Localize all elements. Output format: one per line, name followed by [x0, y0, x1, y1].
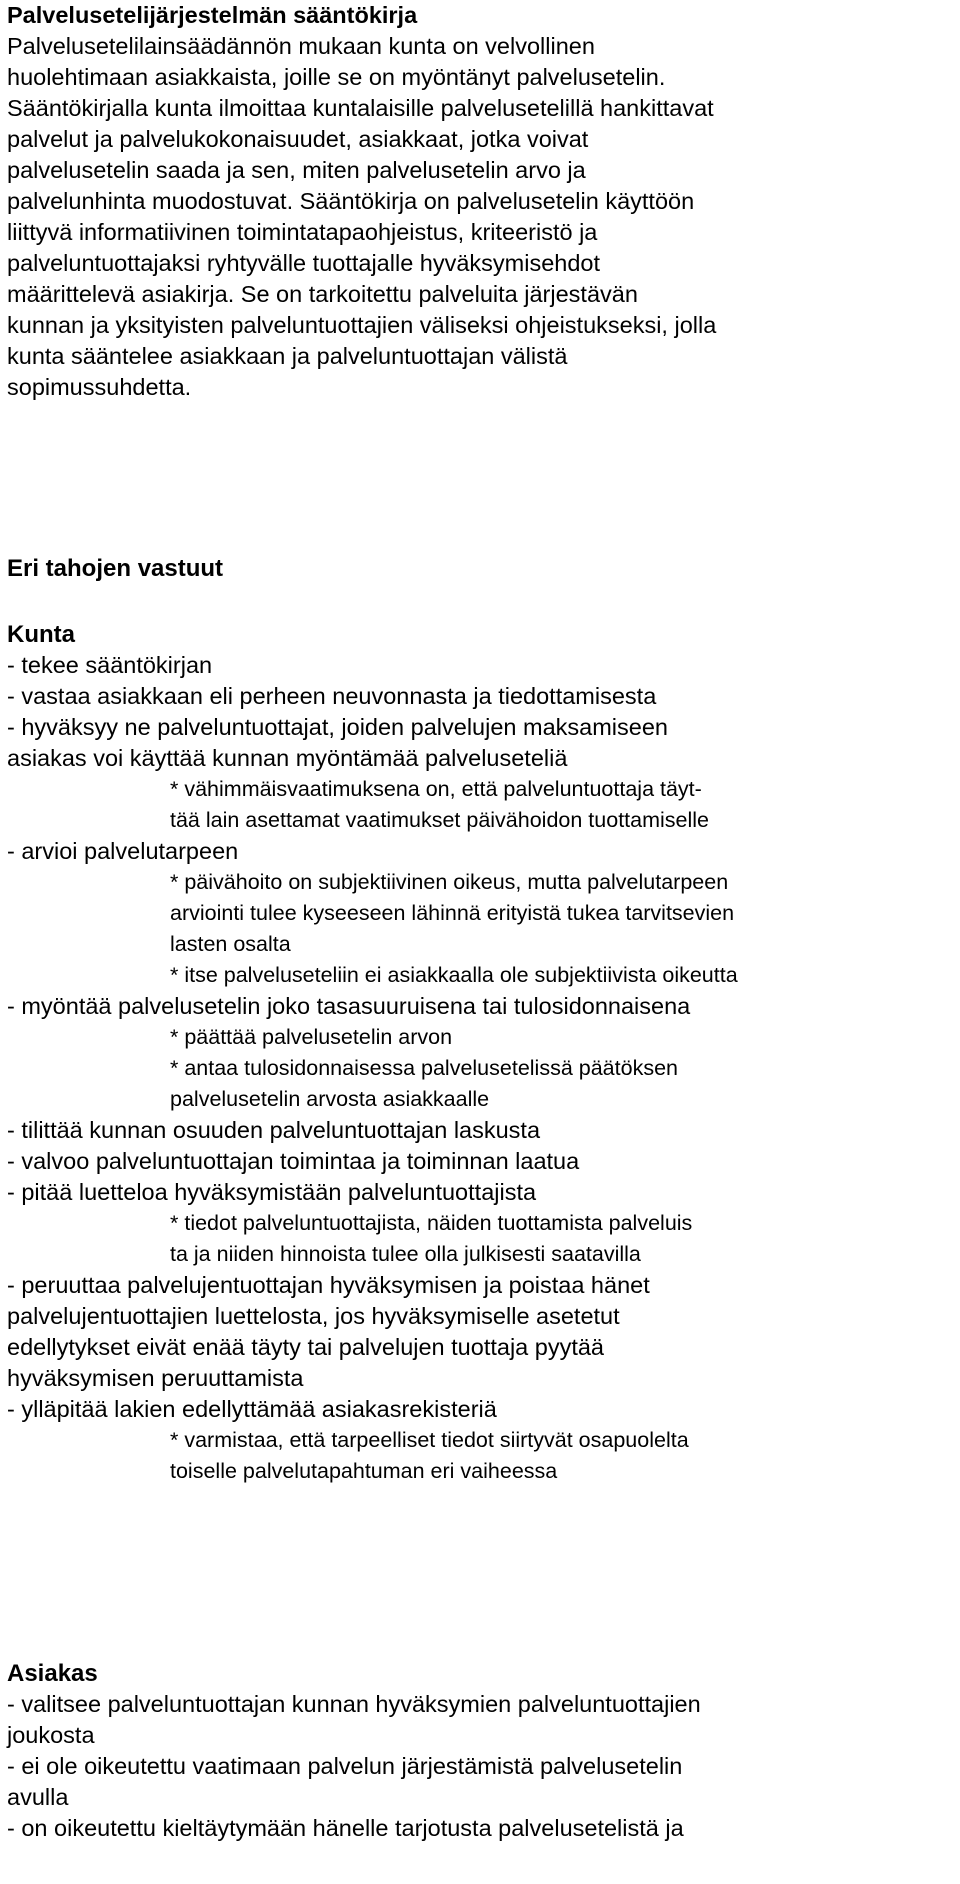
sub-item-line: * itse palveluseteliin ei asiakkaalla ole subjektiivista oikeutta: [170, 963, 738, 987]
list-item-line: - valvoo palveluntuottajan toimintaa ja toiminnan laatua: [7, 1148, 580, 1174]
asiakas-heading: Asiakas: [7, 1660, 98, 1687]
intro-line: sopimussuhdetta.: [7, 374, 192, 400]
kunta-section: [0, 619, 738, 1487]
intro-line: määrittelevä asiakirja. Se on tarkoitettu palveluita järjestävän: [7, 281, 638, 307]
intro-line: palvelut ja palvelukokonaisuudet, asiakkaat, jotka voivat: [7, 126, 589, 152]
list-item-line: - valitsee palveluntuottajan kunnan hyväksymien palveluntuottajien: [7, 1691, 701, 1717]
list-item-line: palvelujentuottajien luettelosta, jos hyväksymiselle asetetut: [7, 1303, 620, 1329]
sub-item-line: ta ja niiden hinnoista tulee olla julkisesti saatavilla: [170, 1242, 641, 1266]
intro-line: Sääntökirjalla kunta ilmoittaa kuntalaisille palvelusetelillä hankittavat: [7, 95, 714, 121]
sub-item-line: toiselle palvelutapahtuman eri vaiheessa: [170, 1459, 558, 1483]
title-block: [0, 0, 417, 31]
sub-item-line: * tiedot palveluntuottajista, näiden tuottamista palveluis: [170, 1211, 693, 1235]
list-item-line: - ylläpitää lakien edellyttämää asiakasrekisteriä: [7, 1396, 497, 1422]
sub-item-line: tää lain asettamat vaatimukset päivähoidon tuottamiselle: [170, 808, 710, 832]
list-item-line: avulla: [7, 1784, 69, 1810]
list-item-line: - hyväksyy ne palveluntuottajat, joiden palvelujen maksamiseen: [7, 714, 668, 740]
list-item-line: - tekee sääntökirjan: [7, 652, 213, 678]
section-heading: Eri tahojen vastuut: [7, 555, 224, 582]
asiakas-section: [0, 1658, 701, 1844]
sub-item-line: arviointi tulee kyseeseen lähinnä erityistä tukea tarvitsevien: [170, 901, 735, 925]
intro-paragraph: [0, 31, 716, 403]
sub-item-line: * päivähoito on subjektiivinen oikeus, mutta palvelutarpeen: [170, 870, 729, 894]
sub-item-line: palvelusetelin arvosta asiakkaalle: [170, 1087, 490, 1111]
kunta-heading: Kunta: [7, 621, 75, 648]
section-heading-block: [0, 553, 223, 584]
intro-line: palveluntuottajaksi ryhtyvälle tuottajalle hyväksymisehdot: [7, 250, 601, 276]
page-title: Palvelusetelijärjestelmän sääntökirja: [7, 2, 418, 28]
intro-line: liittyvä informatiivinen toimintatapaohjeistus, kriteeristö ja: [7, 219, 598, 245]
list-item-line: - ei ole oikeutettu vaatimaan palvelun järjestämistä palvelusetelin: [7, 1753, 683, 1779]
list-item-line: - myöntää palvelusetelin joko tasasuuruisena tai tulosidonnaisena: [7, 993, 691, 1019]
sub-item-line: * varmistaa, että tarpeelliset tiedot siirtyvät osapuolelta: [170, 1428, 689, 1452]
intro-line: palvelusetelin saada ja sen, miten palvelusetelin arvo ja: [7, 157, 586, 183]
asiakas-list: [0, 1689, 701, 1844]
intro-line: palvelunhinta muodostuvat. Sääntökirja on palvelusetelin käyttöön: [7, 188, 695, 214]
intro-line: kunnan ja yksityisten palveluntuottajien väliseksi ohjeistukseksi, jolla: [7, 312, 717, 338]
list-item-line: - peruuttaa palvelujentuottajan hyväksymisen ja poistaa hänet: [7, 1272, 650, 1298]
sub-item-line: lasten osalta: [170, 932, 291, 956]
kunta-list: [0, 650, 738, 1487]
sub-item-line: * antaa tulosidonnaisessa palvelusetelissä päätöksen: [170, 1056, 678, 1080]
list-item-line: - vastaa asiakkaan eli perheen neuvonnasta ja tiedottamisesta: [7, 683, 657, 709]
list-item-line: - tilittää kunnan osuuden palveluntuottajan laskusta: [7, 1117, 541, 1143]
sub-item-line: * vähimmäisvaatimuksena on, että palveluntuottaja täyt-: [170, 777, 702, 801]
sub-item-line: * päättää palvelusetelin arvon: [170, 1025, 453, 1049]
intro-line: Palvelusetelilainsäädännön mukaan kunta on velvollinen: [7, 33, 595, 59]
list-item-line: hyväksymisen peruuttamista: [7, 1365, 304, 1391]
intro-line: kunta sääntelee asiakkaan ja palveluntuottajan välistä: [7, 343, 568, 369]
list-item-line: - arvioi palvelutarpeen: [7, 838, 239, 864]
list-item-line: edellytykset eivät enää täyty tai palvelujen tuottaja pyytää: [7, 1334, 605, 1360]
list-item-line: joukosta: [7, 1722, 95, 1748]
list-item-line: - on oikeutettu kieltäytymään hänelle tarjotusta palvelusetelistä ja: [7, 1815, 684, 1841]
list-item-line: - pitää luetteloa hyväksymistään palveluntuottajista: [7, 1179, 537, 1205]
list-item-line: asiakas voi käyttää kunnan myöntämää palveluseteliä: [7, 745, 568, 771]
intro-line: huolehtimaan asiakkaista, joille se on myöntänyt palvelusetelin.: [7, 64, 666, 90]
